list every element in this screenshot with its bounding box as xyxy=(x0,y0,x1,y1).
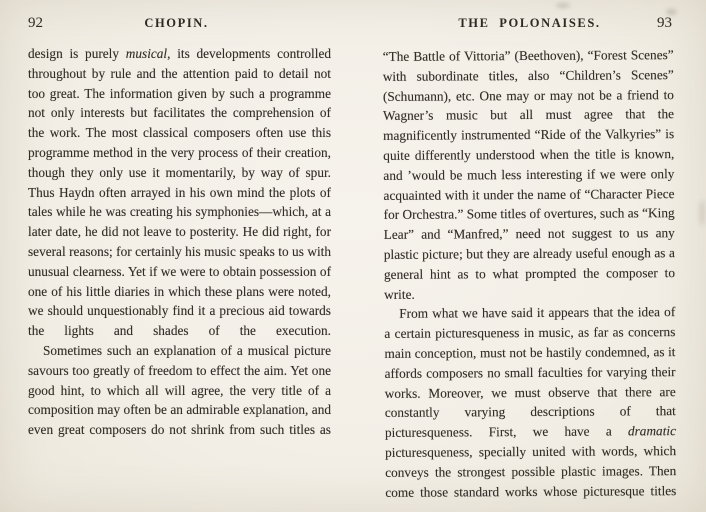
paragraph-text: , its developments controlled throughout by rule and the attention paid to detail not too great. The information given by such a programme not only interests but facilitates the comprehension of the work. The most classical composers often use this programme method in the very process of their creation, though they only use it momentarily, by way of spur. Thus Haydn often arrayed in his own mind the plots of tales while he was creating his symphonies—which, at a later date, he did not leave to posterity. He did right, for several reasons; for certainly his music speaks to us with unusual clearness. Yet if we were to obtain possession of one of his little diaries in which these plans were noted, we should unquestionably find it a precious aid towards the lights and shades of the execution. xyxy=(28,46,331,339)
italic-word: musical xyxy=(125,46,168,61)
page-header-left xyxy=(0,16,353,32)
paragraph-continued-from-previous-page xyxy=(28,44,331,341)
page-number-right: 93 xyxy=(657,15,672,31)
paragraph xyxy=(384,302,676,502)
paragraph-text: From what we have said it appears that the idea of a certain picturesqueness in music, as far as concerns main conception, must not be hastily condemned, as it affords composers no small faculties for varying their works. Moreover, we must observe that there are constantly varying descriptions of that picturesqueness. First, we have a xyxy=(384,304,676,441)
page-body-right xyxy=(383,45,677,502)
italic-word: dramatic xyxy=(627,423,677,439)
paragraph: Sometimes such an explanation of a musical picture savours too greatly of freedom to effect the aim. Yet one good hint, to which all will agree, the very title of a composition may often be an admirable explanation, and even great composers do not shrink from such titles as xyxy=(28,342,331,438)
page-right xyxy=(353,0,706,512)
page-number-left: 92 xyxy=(28,15,43,31)
paragraph-text: picturesqueness, specially united with words, which conveys the strongest possible plastic images. Then come those standard works whose picturesque titles xyxy=(385,443,677,500)
paragraph-continued-from-previous-page: “The Battle of Vittoria” (Beethoven), “Forest Scenes” with subordinate titles, also “Children’s Scenes” (Schumann), etc. One may or may not be a friend to Wagner’s music but all must agree that the magnificently instrumented “Ride of the Valkyries” is quite differently understood when the title is known, and ’would be much less interesting if we were only acquainted with it under the name of “Character Piece for Orchestra.” Some titles of overtures, such as “King Lear” and “Manfred,” need not suggest to us any plastic picture; but they are already useful enough as a general hint as to what prompted the composer to write. xyxy=(382,47,676,302)
running-title-left: CHOPIN. xyxy=(144,16,209,30)
page-body-left xyxy=(28,44,331,440)
paragraph-text: design is purely xyxy=(28,46,126,61)
running-title-right: THE POLONAISES. xyxy=(458,16,601,30)
page-header-right xyxy=(353,16,706,32)
